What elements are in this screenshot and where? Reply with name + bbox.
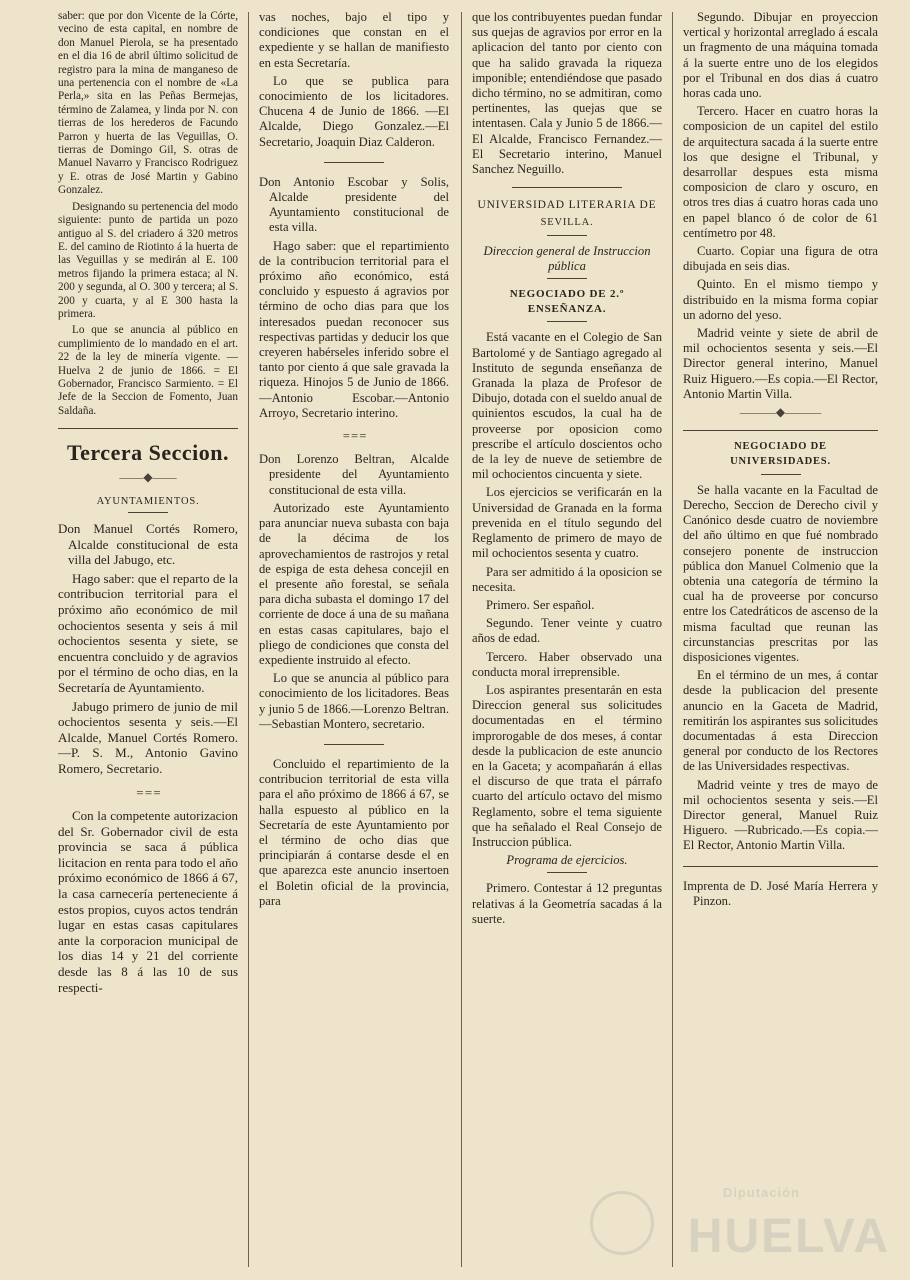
short-rule [761, 474, 801, 475]
short-rule [547, 321, 587, 322]
imprint: Imprenta de D. José María Herrera y Pinzon. [683, 878, 878, 908]
jabugo-signature: Jabugo primero de junio de mil ochocientos sesenta y seis.—El Alcalde, Manuel Cortés Romero.—P. S. M., Antonio Gavino Romero, Secretario. [58, 698, 238, 776]
ornament-divider: ———◆——— [739, 405, 822, 420]
chucena-signature: Lo que se publica para conocimiento de los licitadores. Chucena 4 de Junio de 1866. —El Alcalde, Diego Gonzalez.—El Secretario, Joaquin Diaz Calderon. [259, 73, 449, 149]
applicants-notice: Los aspirantes presentarán en esta Direccion general sus solicitudes documentadas en el término improrogable de dos meses, á contar desde la publicacion de este anuncio en la Gaceta; y acompañarán á ellas el discurso de que trata el párrafo cuarto del artículo octavo del mismo Reglamento, sobre el tema siguiente que ha señalado el Real Consejo de Instruccion pública. [472, 682, 662, 849]
requirement-1: Primero. Ser español. [486, 597, 595, 612]
short-rule [128, 512, 168, 513]
exercise-1: Primero. Contestar á 12 preguntas relativas á la Geometría sacadas á la suerte. [472, 881, 662, 926]
jabugo-heading: Don Manuel Cortés Romero, Alcalde constitucional de esta villa del Jabugo, etc. [58, 521, 238, 568]
requirement-3: Tercero. Haber observado una conducta moral irreprensible. [472, 649, 662, 679]
beas-notice: Autorizado este Ayuntamiento para anunciar nueva subasta con baja de la décima de los aprovechamientos de rastrojos y retal de espiga de esta dehesa concejil en el presente año forestal, se señala para dicha subasta el domingo 17 del corriente de doce á una de su mañana en estas casas capitulares, bajo el pliego de condiciones que consta del expediente instruido al efecto. [259, 500, 449, 667]
exercise-4: Cuarto. Copiar una figura de otra dibujada en seis dias. [683, 244, 878, 274]
imprint-divider [683, 866, 878, 867]
seal-icon [590, 1191, 654, 1255]
university-heading: UNIVERSIDAD LITERARIA DE [477, 199, 657, 212]
beas-signature: Lo que se anuncia al público para conocimiento de los licitadores. Beas y junio 5 de 1866.—Lorenzo Beltran.—Sebastian Montero, secretario. [259, 671, 449, 731]
mining-notice-boundaries: Designando su pertenencia del modo siguiente: punto de partida un pozo antiguo al S. del criadero á 320 metros E. del camino de Riotinto á la huerta de las Veguillas y se medirán al E. 100 metros fijando la primera estaca; al N. 200 y segunda, al O. 300 y tercera; al S. 200 y cuarta, y al E 300 hasta la primera. [58, 200, 238, 320]
exercise-2: Segundo. Dibujar en proyeccion vertical y horizontal arreglado á escala un fragmento de una máquina tomada á la suerte entre uno de los elegidos por el Tribunal en dos dias á cuatro horas cada uno. [683, 10, 878, 101]
beas-heading: Don Lorenzo Beltran, Alcalde presidente del Ayuntamiento constitucional de esta villa. [259, 452, 449, 497]
cala-notice-continued: que los contribuyentes puedan fundar sus quejas de agravios por error en la aplicacion del tanto por ciento con que ha salido gravada la riqueza imponible; entendiéndose que pasado dicho término, no se admitiran, como pertinentes, las quejas que se intentasen. Cala y Junio 5 de 1866.—El Alcalde, Francisco Fernandez.—El Secretario interino, Manuel Sanchez Neguillo. [472, 10, 662, 177]
requirement-2: Segundo. Tener veinte y cuatro años de edad. [472, 616, 662, 646]
notice-divider [324, 744, 384, 745]
carniceria-notice: Con la competente autorizacion del Sr. Gobernador civil de esta provincia se saca á pública licitacion en renta para todo el año próximo económico de 1866 á 67, la casa carnecería perteneciente á estos propios, cuyos actos tendrán lugar en estas casas capitulares ante la corporacion municipal de los dias 14 y 21 del corriente desde las 8 á las 10 de sus respecti- [58, 808, 238, 995]
separator: = = = [342, 429, 366, 444]
section-divider [58, 428, 238, 429]
mining-notice-text: saber: que por don Vicente de la Córte, vecino de esta capital, en nombre de don Manuel Pierola, se ha presentado en el dia 16 de abril último solicitud de registro para la mina de manganeso de una pertenencia con el nombre de «La Perla,» sita en las Peñas Bermejas, término de Zalamea, y linda por N. con tierras de los herederos de Facundo Parron y huerta de las Veguillas, O. tierras de Domingo Gil, S. otras de Manuel Navarro y Francisco Rodriguez y E. otras de José Martin y Gabino Gonzalez. [58, 10, 238, 197]
program-heading: Programa de ejercicios. [506, 853, 628, 868]
requirements-intro: Para ser admitido á la oposicion se necesita. [472, 564, 662, 594]
short-rule [547, 872, 587, 873]
watermark-big-text: HUELVA [687, 1210, 890, 1263]
exercises-notice: Los ejercicios se verificarán en la Universidad de Granada en la forma prevenida en el título segundo del Reglamento de primero de mayo de mil ochocientos sesenta y cuatro. [472, 485, 662, 561]
column-3 [472, 10, 662, 1272]
short-rule [547, 278, 587, 279]
column-rule [461, 12, 462, 1267]
short-rule [547, 235, 587, 236]
ornament-divider: ——◆—— [119, 470, 177, 485]
notice-divider [324, 162, 384, 163]
cala-notice: Concluido el repartimiento de la contribucion territorial de esta villa para el año próximo de 1866 á 67, se halla espuesto al público en la Secretaría de este Ayuntamiento por el término de ocho dias que principiarán á contarse desde el en que aparezca este anuncio insertoen el Boletin oficial de la provincia, para [259, 756, 449, 908]
section-title: Tercera Seccion. [67, 440, 229, 466]
madrid-signature-2: Madrid veinte y tres de mayo de mil ochocientos sesenta y seis.—El Director general, Manuel Ruiz Higuero. —Rubricado.—Es copia.—El Rector, Antonio Martin Villa. [683, 777, 878, 853]
column-rule [672, 12, 673, 1267]
madrid-signature-1: Madrid veinte y siete de abril de mil ochocientos sesenta y seis.—El Director general interino, Manuel Ruiz Higuero.—Es copia.—El Rector, Antonio Martin Villa. [683, 326, 878, 401]
column-rule [248, 12, 249, 1267]
hinojos-notice: Hago saber: que el repartimiento de la contribucion territorial para el próximo año económico, está concluido y espuesto á agravios por término de ocho dias para que los interesados puedan reconocer sus respectivas partidas y deducir los que creyeren habérseles inferido sobre el tanto por ciento á que sale gravada la riqueza. Hinojos 5 de Junio de 1866.—Antonio Escobar.—Antonio Arroyo, Secretario interino. [259, 238, 449, 420]
mining-notice-signature: Lo que se anuncia al público en cumplimiento de lo mandado en el art. 22 de la ley de minería vigente. —Huelva 2 de junio de 1866. = El Gobernador, Francisco Sarmiento. = El Jefe de la Seccion de Fomento, Juan Saldaña. [58, 324, 238, 417]
watermark-small-text: Diputación [722, 1185, 800, 1200]
negociado-heading: NEGOCIADO DE 2.º ENSEÑANZA. [509, 288, 625, 316]
jabugo-notice: Hago saber: que el reparto de la contribucion territorial para el próximo año económico de mil ochocientos sesenta y seis á mil ochocientos sesenta y siete, se encuentra concluido y de agravios por el término de ocho dias, en la Secretaría de Ayuntamiento. [58, 570, 238, 695]
law-vacancy-notice: Se halla vacante en la Facultad de Derecho, Seccion de Derecho civil y Canónico desde cuatro de noviembre del año último en que fué nombrado consejero ponente de instruccion pública don Manuel Colmenio que la obtenia una categoría de término la cual ha de proveerse por concurso entre los Catedráticos de ascenso de la misma facultad que reunan las circunstancias prescritas por las disposiciones vigentes. [683, 482, 878, 664]
section-divider [512, 187, 622, 188]
separator: = = = [136, 784, 160, 800]
column-2 [259, 10, 449, 1272]
column-4 [683, 10, 878, 1272]
applications-notice: En el término de un mes, á contar desde la publicacion del presente anuncio en la Gaceta de Madrid, remitirán los aspirantes sus solicitudes documentadas á esta Direccion general por conducto de los Rectores de las Universidades respectivas. [683, 668, 878, 774]
hinojos-heading: Don Antonio Escobar y Solis, Alcalde presidente del Ayuntamiento constitucional de esta villa. [259, 174, 449, 235]
direction-heading: Direccion general de Instruccion pública [483, 243, 651, 273]
universities-heading: NEGOCIADO DE UNIVERSIDADES. [730, 441, 831, 468]
watermark [590, 1185, 910, 1270]
section-divider [683, 430, 878, 431]
vacancy-notice: Está vacante en el Colegio de San Bartolomé y de Santiago agregado al Instituto de segunda enseñanza de Granada la plaza de Profesor de Dibujo, dotada con el sueldo anual de quinientos escudos, la cual ha de proveerse por oposicion como prescribe el artículo doscientos ocho de la ley de nueve de setiembre de mil ochocientos cincuenta y siete. [472, 330, 662, 482]
exercise-3: Tercero. Hacer en cuatro horas la composicion de un capitel del estilo de arquitectura sacada á la suerte entre los que designe el Tribunal, y desarrollar despues esta misma composicion de claro y oscuro, en otros tres dias á cuatro horas cada uno en papel blanco ó de color de 61 centímetro por 48. [683, 104, 878, 240]
exercise-5: Quinto. En el mismo tiempo y distribuido en la misma forma copiar un adorno del yeso. [683, 277, 878, 322]
subsection-heading: AYUNTAMIENTOS. [96, 495, 200, 507]
chucena-notice-continued: vas noches, bajo el tipo y condiciones que constan en el expediente y se hallan de manifiesto en esta Secretaría. [259, 10, 449, 70]
column-1 [58, 10, 238, 1272]
university-city: SEVILLA. [540, 217, 594, 229]
